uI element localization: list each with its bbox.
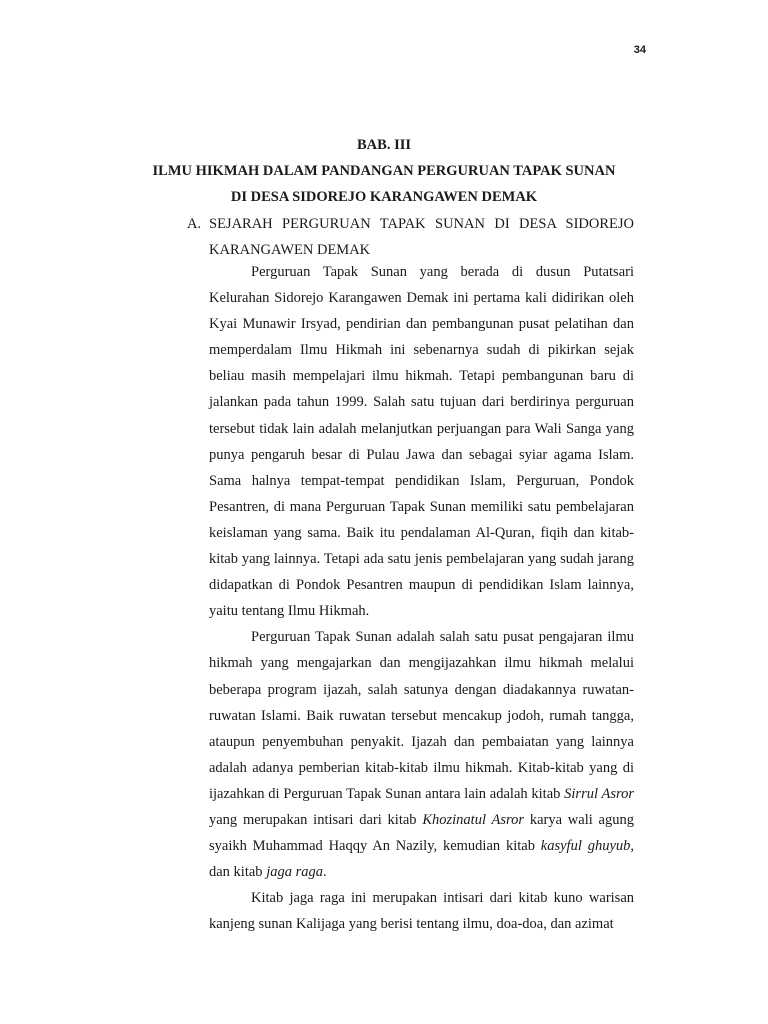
paragraph-2-text-2: yang merupakan intisari dari kitab xyxy=(209,811,423,828)
paragraph-2 xyxy=(209,624,634,885)
section-marker: A. xyxy=(187,216,202,232)
body-text xyxy=(209,259,634,937)
book-title-kasyful-ghuyub: kasyful ghuyub xyxy=(540,838,631,855)
book-title-sirrul-asror: Sirrul Asror xyxy=(564,785,634,802)
paragraph-2-text-3: karya wali agung syaikh Muhammad Haqqy An Nazily, kemudian kitab xyxy=(209,811,634,855)
paragraph-2-text-4: , dan kitab xyxy=(209,838,635,881)
paragraph-2-text-5: . xyxy=(322,864,327,881)
page-number: 34 xyxy=(633,44,646,56)
paragraph-2-text-1: Perguruan Tapak Sunan adalah salah satu pusat pengajaran ilmu hikmah yang mengajarkan dan mengijazahkan ilmu hikmah melalui beberapa program ijazah, salah satunya dengan diadakannya ruwatan-ruwatan Islami. Baik ruwatan tersebut mencakup jodoh, rumah tangga, ataupun penyembuhan penyakit. Ijazah dan pembaiatan yang lainnya adalah adanya pemberian kitab-kitab ilmu hikmah. Kitab-kitab yang di ijazahkan di Perguruan Tapak Sunan antara lain adalah kitab xyxy=(209,629,634,802)
book-title-khozinatul-asror: Khozinatul Asror xyxy=(422,811,525,828)
section-title: SEJARAH PERGURUAN TAPAK SUNAN DI DESA SIDOREJO KARANGAWEN DEMAK xyxy=(209,216,634,258)
chapter-title-line-2: DI DESA SIDOREJO KARANGAWEN DEMAK xyxy=(230,189,538,205)
paragraph-1: Perguruan Tapak Sunan yang berada di dusun Putatsari Kelurahan Sidorejo Karangawen Demak ini pertama kali didirikan oleh Kyai Munawir Irsyad, pendirian dan pembangunan pusat pelatihan dan memperdalam Ilmu Hikmah ini sebenarnya sudah di pikirkan sejak beliau masih mempelajari ilmu hikmah. Tetapi pembangunan baru di jalankan pada tahun 1999. Salah satu tujuan dari berdirinya perguruan tersebut tidak lain adalah melanjutkan perjuangan para Wali Sanga yang punya pengaruh besar di Pulau Jawa dan sebagai syiar agama Islam. Sama halnya tempat-tempat pendidikan Islam, Perguruan, Pondok Pesantren, di mana Perguruan Tapak Sunan memiliki satu pembelajaran keislaman yang sama. Baik itu pendalaman Al-Quran, fiqih dan kitab-kitab yang lainnya. Tetapi ada satu jenis pembelajaran yang sudah jarang didapatkan di Pondok Pesantren maupun di pendidikan Islam lainnya, yaitu tentang Ilmu Hikmah. xyxy=(209,264,634,620)
section-heading xyxy=(187,211,634,263)
chapter-title-line-1: ILMU HIKMAH DALAM PANDANGAN PERGURUAN TAPAK SUNAN xyxy=(152,163,616,179)
paragraph-3: Kitab jaga raga ini merupakan intisari dari kitab kuno warisan kanjeng sunan Kalijaga yang berisi tentang ilmu, doa-doa, dan azimat xyxy=(209,890,634,933)
book-title-jaga-raga: jaga raga xyxy=(266,864,323,881)
chapter-number: BAB. III xyxy=(357,137,411,153)
